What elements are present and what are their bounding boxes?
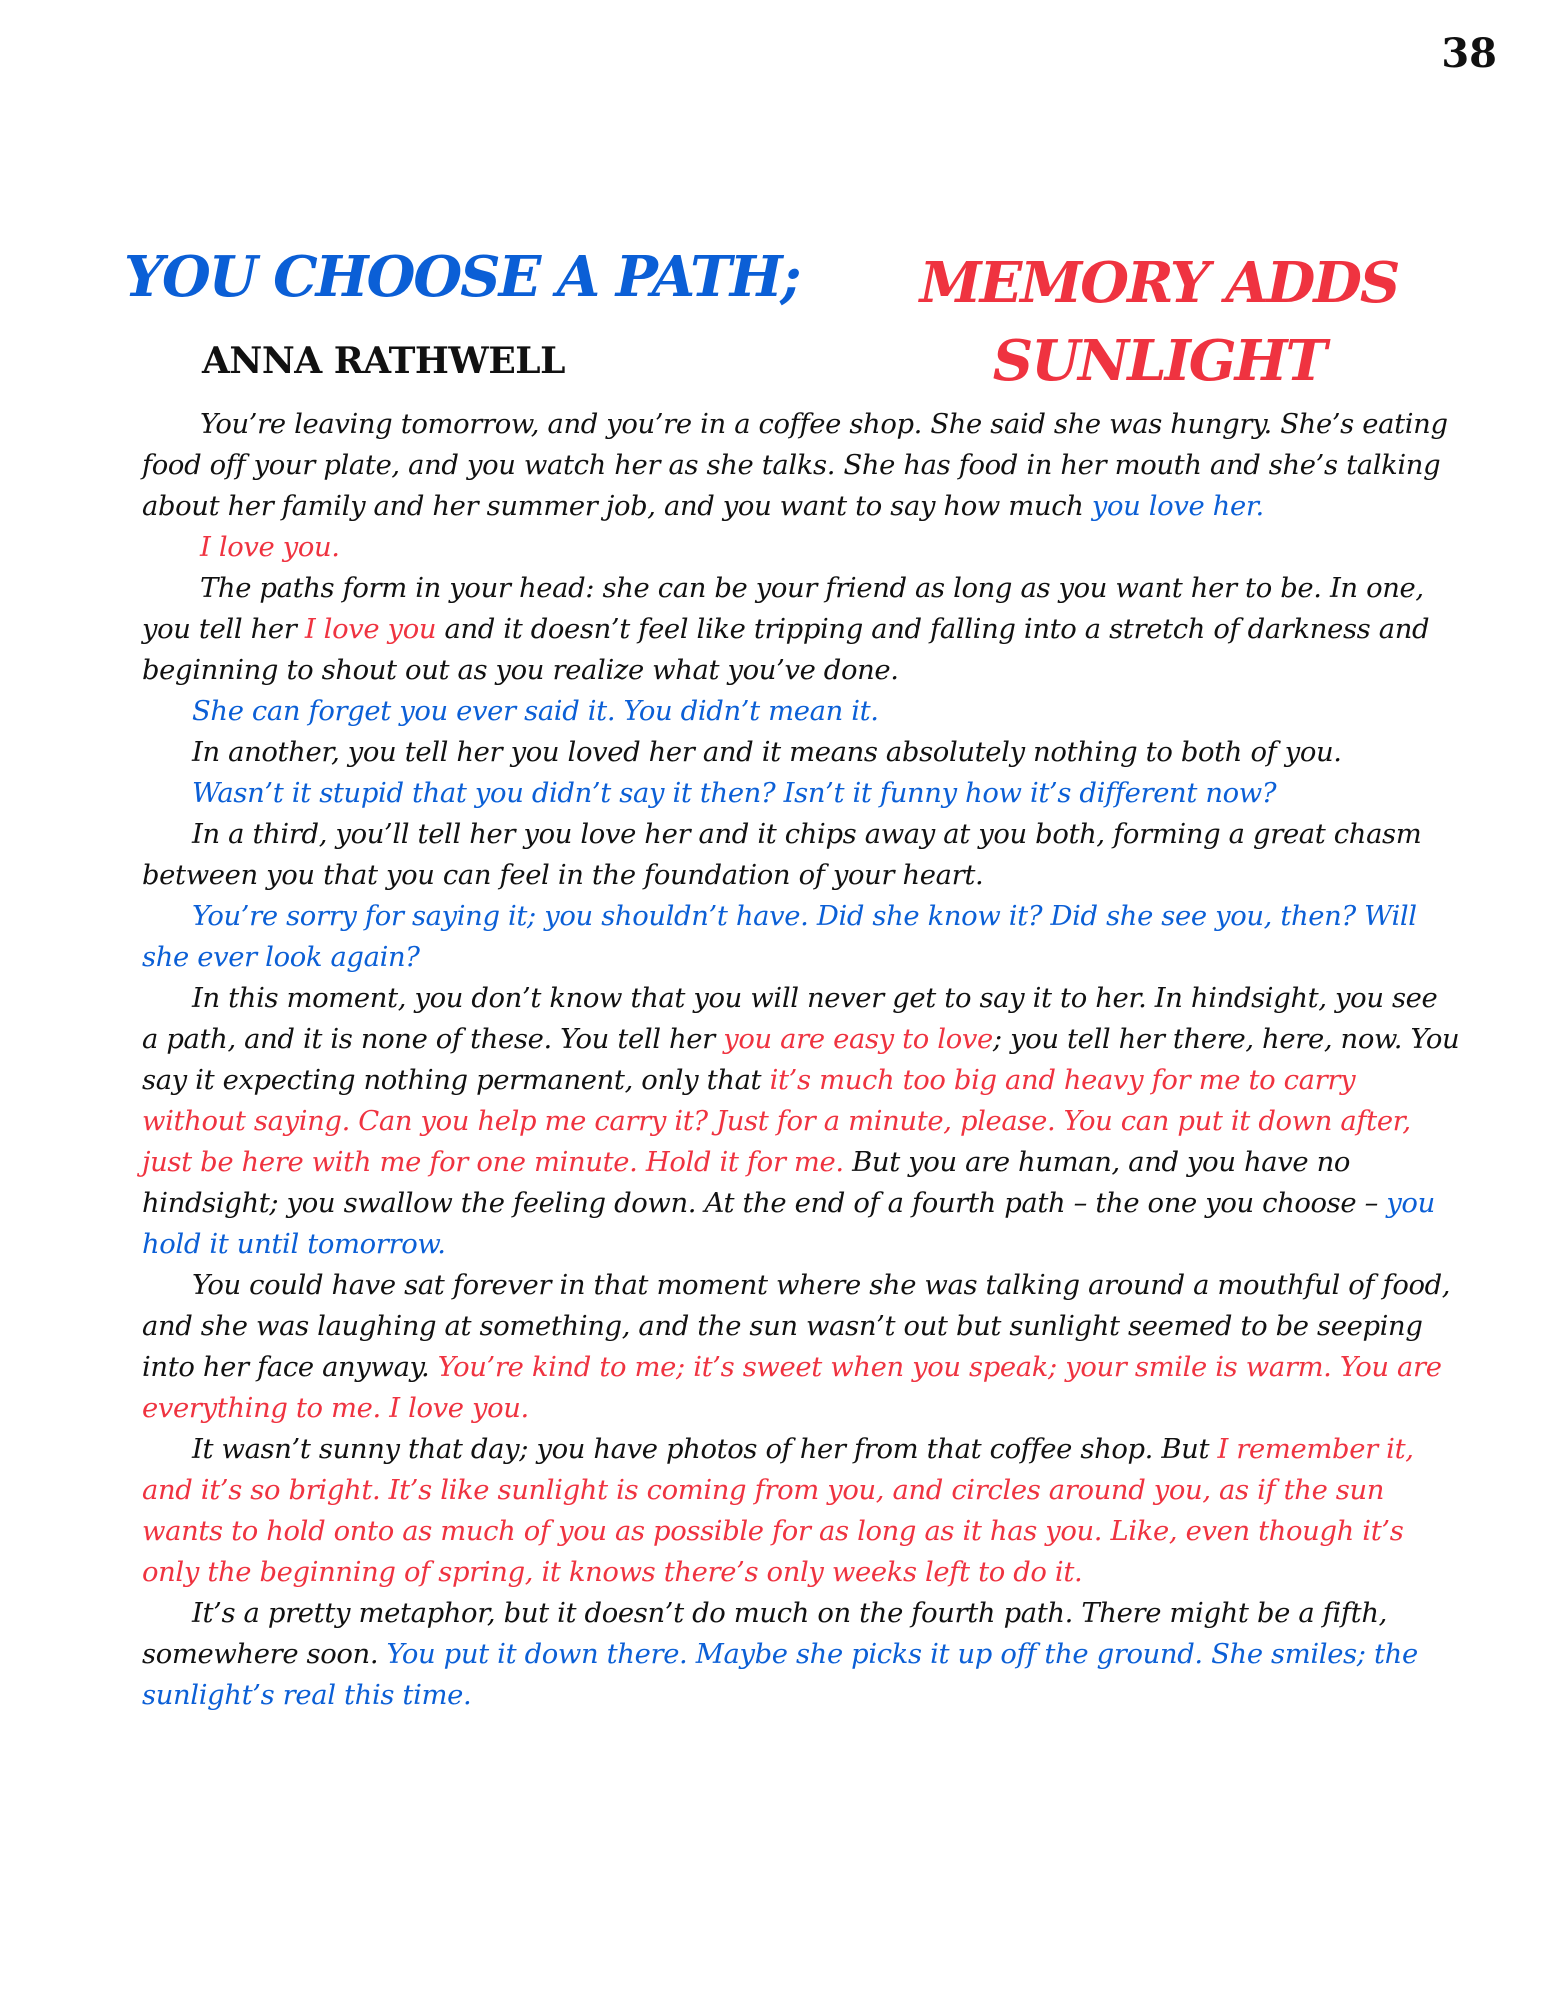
text-run: and it doesn’t feel like tripping and falling into a stretch of darkness and beginning to shout out as you realize what you’ve done. (142, 614, 1430, 686)
paragraph (142, 773, 1460, 814)
text-run-blue: you love her. (1091, 491, 1264, 522)
text-run: But you are human, and you have no hindsight; you swallow the feeling down. At the end of a fourth path – the one you choose – (142, 1147, 1387, 1219)
paragraph (142, 568, 1460, 691)
story-body (142, 404, 1460, 1716)
text-run: It’s a pretty metaphor, but it doesn’t do much on the fourth path. There might be a fifth, somewhere soon. (142, 1598, 1387, 1670)
paragraph (142, 1593, 1460, 1716)
title-right (899, 244, 1419, 400)
title-right-line-1: MEMORY ADDS (919, 250, 1399, 316)
paragraph (142, 1265, 1460, 1429)
text-run: You’re leaving tomorrow, and you’re in a coffee shop. She said she was hungry. She’s eating food off your plate, and you watch her as she talks. She has food in her mouth and she’s talking about her family and her summer job, and you want to say how much (142, 409, 1448, 522)
text-run-red: it’s much too big and heavy for me to carry without saying. Can you help me carry it? Just for a minute, please. You can put it down after, just be here with me for one minute. Hold it for me. (142, 1065, 1411, 1178)
text-run-red: I love you. (200, 532, 340, 563)
text-run-blue: you hold it until tomorrow. (142, 1188, 1435, 1260)
author-name: ANNA RATHWELL (202, 340, 565, 382)
paragraph (142, 896, 1460, 978)
text-run-red: I love you (304, 614, 437, 645)
text-run-red: You’re kind to me; it’s sweet when you speak; your smile is warm. You are everything to me. I love you. (142, 1352, 1442, 1424)
paragraph (142, 978, 1460, 1265)
paragraph (142, 404, 1460, 527)
paragraph (142, 691, 1460, 732)
text-run-blue: You put it down there. Maybe she picks it up off the ground. She smiles; the sunlight’s real this time. (142, 1639, 1418, 1711)
title-right-line-2: SUNLIGHT (992, 328, 1326, 394)
text-run-blue: She can forget you ever said it. You didn’t mean it. (192, 696, 879, 727)
text-run: ; you tell her there, here, now. You say it expecting nothing permanent, only that (142, 1024, 1460, 1096)
page-number: 38 (1441, 30, 1497, 77)
text-run: It wasn’t sunny that day; you have photos of her from that coffee shop. But (192, 1434, 1218, 1465)
text-run: In a third, you’ll tell her you love her and it chips away at you both, forming a great chasm between you that you can feel in the foundation of your heart. (142, 819, 1422, 891)
text-run-red: I remember it, and it’s so bright. It’s like sunlight is coming from you, and circles around you, as if the sun wants to hold onto as much of you as possible for as long as it has you. Like, even though it’s only the beginning of spring, it knows there’s only weeks left to do it. (142, 1434, 1414, 1588)
paragraph (142, 1429, 1460, 1593)
text-run-red: you are easy to love (723, 1024, 993, 1055)
paragraph (142, 814, 1460, 896)
text-run: In this moment, you don’t know that you will never get to say it to her. In hindsight, you see a path, and it is none of these. You tell her (142, 983, 1438, 1055)
text-run: In another, you tell her you loved her and it means absolutely nothing to both of you. (192, 737, 1342, 768)
text-run: You could have sat forever in that moment where she was talking around a mouthful of food, and she was laughing at something, and the sun wasn’t out but sunlight seemed to be seeping into her face anyway. (142, 1270, 1451, 1383)
text-run-blue: Wasn’t it stupid that you didn’t say it then? Isn’t it funny how it’s different now? (192, 778, 1277, 809)
text-run: The paths form in your head: she can be your friend as long as you want her to be. In one, you tell her (142, 573, 1424, 645)
paragraph (142, 732, 1460, 773)
title-left: YOU CHOOSE A PATH; (124, 244, 800, 310)
paragraph (142, 527, 1460, 568)
text-run-blue: You’re sorry for saying it; you shouldn’t have. Did she know it? Did she see you, then? Will she ever look again? (142, 901, 1417, 973)
